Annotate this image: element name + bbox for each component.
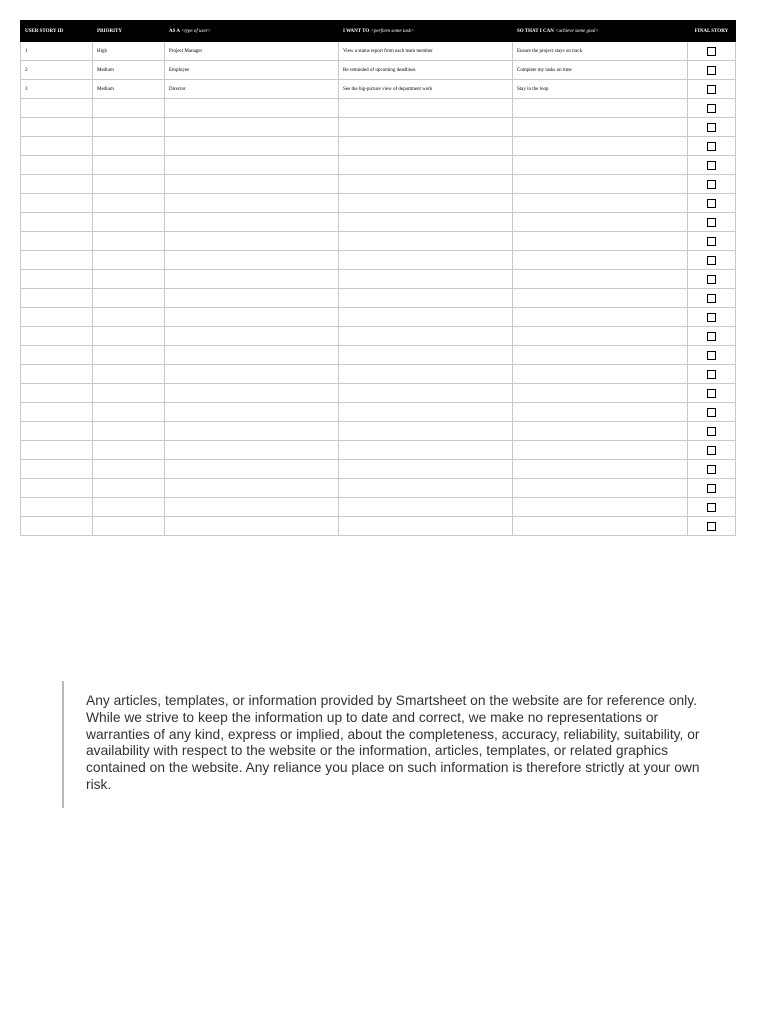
cell-so-that-i-can[interactable] xyxy=(513,99,688,118)
cell-final-story xyxy=(688,251,736,270)
cell-user-story-id[interactable] xyxy=(21,346,93,365)
cell-user-story-id[interactable]: 2 xyxy=(21,61,93,80)
final-story-checkbox[interactable] xyxy=(707,85,716,94)
final-story-checkbox[interactable] xyxy=(707,503,716,512)
table-row xyxy=(21,289,736,308)
cell-so-that-i-can[interactable] xyxy=(513,403,688,422)
cell-final-story xyxy=(688,327,736,346)
table-row xyxy=(21,365,736,384)
table-row xyxy=(21,42,736,61)
cell-final-story xyxy=(688,308,736,327)
cell-final-story xyxy=(688,213,736,232)
final-story-checkbox[interactable] xyxy=(707,446,716,455)
cell-final-story xyxy=(688,479,736,498)
table-row xyxy=(21,479,736,498)
cell-so-that-i-can[interactable] xyxy=(513,517,688,536)
cell-so-that-i-can[interactable] xyxy=(513,156,688,175)
cell-user-story-id[interactable] xyxy=(21,232,93,251)
final-story-checkbox[interactable] xyxy=(707,104,716,113)
table-row xyxy=(21,308,736,327)
final-story-checkbox[interactable] xyxy=(707,427,716,436)
header-i-want-to: I WANT TO <perform some task> xyxy=(339,21,513,42)
table-row xyxy=(21,384,736,403)
cell-priority[interactable] xyxy=(93,118,165,137)
cell-priority[interactable] xyxy=(93,327,165,346)
cell-final-story xyxy=(688,118,736,137)
cell-final-story xyxy=(688,137,736,156)
cell-as-a[interactable] xyxy=(165,365,339,384)
cell-priority[interactable] xyxy=(93,422,165,441)
cell-i-want-to[interactable] xyxy=(339,251,513,270)
cell-so-that-i-can[interactable] xyxy=(513,346,688,365)
cell-so-that-i-can[interactable]: Ensure the project stays on track xyxy=(513,42,688,61)
final-story-checkbox[interactable] xyxy=(707,66,716,75)
final-story-checkbox[interactable] xyxy=(707,389,716,398)
cell-priority[interactable] xyxy=(93,270,165,289)
final-story-checkbox[interactable] xyxy=(707,294,716,303)
final-story-checkbox[interactable] xyxy=(707,332,716,341)
cell-final-story xyxy=(688,42,736,61)
cell-user-story-id[interactable] xyxy=(21,156,93,175)
table-row xyxy=(21,327,736,346)
header-final-story: FINAL STORY xyxy=(688,21,736,42)
cell-user-story-id[interactable] xyxy=(21,479,93,498)
final-story-checkbox[interactable] xyxy=(707,142,716,151)
cell-priority[interactable] xyxy=(93,156,165,175)
cell-so-that-i-can[interactable] xyxy=(513,232,688,251)
cell-so-that-i-can[interactable] xyxy=(513,498,688,517)
cell-i-want-to[interactable] xyxy=(339,99,513,118)
cell-priority[interactable] xyxy=(93,365,165,384)
table-row xyxy=(21,137,736,156)
cell-so-that-i-can[interactable] xyxy=(513,365,688,384)
final-story-checkbox[interactable] xyxy=(707,408,716,417)
header-user-story-id: USER STORY ID xyxy=(21,21,93,42)
final-story-checkbox[interactable] xyxy=(707,180,716,189)
cell-priority[interactable]: Medium xyxy=(93,80,165,99)
cell-i-want-to[interactable] xyxy=(339,460,513,479)
cell-i-want-to[interactable] xyxy=(339,194,513,213)
cell-priority[interactable] xyxy=(93,479,165,498)
cell-priority[interactable] xyxy=(93,232,165,251)
table-row xyxy=(21,156,736,175)
cell-so-that-i-can[interactable] xyxy=(513,137,688,156)
cell-as-a[interactable] xyxy=(165,327,339,346)
cell-so-that-i-can[interactable] xyxy=(513,251,688,270)
cell-as-a[interactable] xyxy=(165,156,339,175)
table-row xyxy=(21,61,736,80)
cell-as-a[interactable] xyxy=(165,441,339,460)
cell-final-story xyxy=(688,289,736,308)
cell-as-a[interactable] xyxy=(165,194,339,213)
cell-i-want-to[interactable] xyxy=(339,232,513,251)
final-story-checkbox[interactable] xyxy=(707,237,716,246)
final-story-checkbox[interactable] xyxy=(707,123,716,132)
table-body xyxy=(21,42,736,536)
cell-i-want-to[interactable]: View a status report from each team member xyxy=(339,42,513,61)
cell-user-story-id[interactable]: 1 xyxy=(21,42,93,61)
cell-priority[interactable] xyxy=(93,137,165,156)
final-story-checkbox[interactable] xyxy=(707,465,716,474)
cell-priority[interactable] xyxy=(93,346,165,365)
cell-final-story xyxy=(688,441,736,460)
cell-final-story xyxy=(688,498,736,517)
cell-so-that-i-can[interactable] xyxy=(513,422,688,441)
cell-priority[interactable] xyxy=(93,289,165,308)
table-row xyxy=(21,441,736,460)
cell-i-want-to[interactable] xyxy=(339,327,513,346)
table-row xyxy=(21,422,736,441)
cell-user-story-id[interactable] xyxy=(21,99,93,118)
cell-final-story xyxy=(688,517,736,536)
cell-as-a[interactable]: Director xyxy=(165,80,339,99)
cell-i-want-to[interactable] xyxy=(339,175,513,194)
final-story-checkbox[interactable] xyxy=(707,218,716,227)
cell-user-story-id[interactable] xyxy=(21,498,93,517)
cell-priority[interactable] xyxy=(93,213,165,232)
cell-so-that-i-can[interactable] xyxy=(513,460,688,479)
table-row xyxy=(21,517,736,536)
cell-priority[interactable]: Medium xyxy=(93,61,165,80)
cell-so-that-i-can[interactable] xyxy=(513,327,688,346)
final-story-checkbox[interactable] xyxy=(707,47,716,56)
final-story-checkbox[interactable] xyxy=(707,484,716,493)
cell-as-a[interactable] xyxy=(165,346,339,365)
cell-priority[interactable]: High xyxy=(93,42,165,61)
cell-as-a[interactable] xyxy=(165,232,339,251)
table-row xyxy=(21,403,736,422)
cell-final-story xyxy=(688,384,736,403)
cell-i-want-to[interactable] xyxy=(339,137,513,156)
table-row xyxy=(21,213,736,232)
cell-i-want-to[interactable] xyxy=(339,384,513,403)
cell-user-story-id[interactable] xyxy=(21,270,93,289)
cell-so-that-i-can[interactable] xyxy=(513,213,688,232)
cell-priority[interactable] xyxy=(93,175,165,194)
cell-final-story xyxy=(688,422,736,441)
table-row xyxy=(21,232,736,251)
final-story-checkbox[interactable] xyxy=(707,370,716,379)
cell-as-a[interactable] xyxy=(165,498,339,517)
cell-priority[interactable] xyxy=(93,99,165,118)
cell-as-a[interactable] xyxy=(165,517,339,536)
cell-final-story xyxy=(688,346,736,365)
cell-priority[interactable] xyxy=(93,384,165,403)
cell-user-story-id[interactable] xyxy=(21,251,93,270)
cell-as-a[interactable] xyxy=(165,479,339,498)
header-as-a: AS A <type of user> xyxy=(165,21,339,42)
cell-final-story xyxy=(688,80,736,99)
final-story-checkbox[interactable] xyxy=(707,351,716,360)
cell-so-that-i-can[interactable] xyxy=(513,270,688,289)
cell-so-that-i-can[interactable] xyxy=(513,118,688,137)
cell-as-a[interactable] xyxy=(165,99,339,118)
cell-final-story xyxy=(688,156,736,175)
cell-user-story-id[interactable] xyxy=(21,289,93,308)
cell-as-a[interactable]: Project Manager xyxy=(165,42,339,61)
cell-i-want-to[interactable] xyxy=(339,517,513,536)
cell-as-a[interactable] xyxy=(165,289,339,308)
cell-as-a[interactable] xyxy=(165,403,339,422)
cell-so-that-i-can[interactable] xyxy=(513,441,688,460)
cell-i-want-to[interactable]: Be reminded of upcoming deadlines xyxy=(339,61,513,80)
header-priority: PRIORITY xyxy=(93,21,165,42)
cell-as-a[interactable] xyxy=(165,384,339,403)
final-story-checkbox[interactable] xyxy=(707,199,716,208)
cell-user-story-id[interactable] xyxy=(21,175,93,194)
table-row xyxy=(21,460,736,479)
cell-user-story-id[interactable] xyxy=(21,365,93,384)
table-row xyxy=(21,118,736,137)
cell-so-that-i-can[interactable] xyxy=(513,194,688,213)
cell-user-story-id[interactable] xyxy=(21,403,93,422)
cell-user-story-id[interactable] xyxy=(21,460,93,479)
cell-final-story xyxy=(688,61,736,80)
cell-user-story-id[interactable] xyxy=(21,327,93,346)
final-story-checkbox[interactable] xyxy=(707,313,716,322)
cell-final-story xyxy=(688,175,736,194)
table-row xyxy=(21,175,736,194)
header-so-that-i-can: SO THAT I CAN <achieve some goal> xyxy=(513,21,688,42)
cell-user-story-id[interactable] xyxy=(21,441,93,460)
table-row xyxy=(21,194,736,213)
cell-priority[interactable] xyxy=(93,460,165,479)
cell-as-a[interactable] xyxy=(165,213,339,232)
cell-i-want-to[interactable] xyxy=(339,479,513,498)
disclaimer-text: Any articles, templates, or information provided by Smartsheet on the website are for reference only. While we strive to keep the information up to date and correct, we make no representations or warranties of any kind, express or implied, about the completeness, accuracy, reliability, suitability, or availability with respect to the website or the information, articles, templates, or related graphics contained on the website. Any reliance you place on such information is therefore strictly at your own risk. xyxy=(86,693,700,792)
cell-final-story xyxy=(688,460,736,479)
cell-so-that-i-can[interactable] xyxy=(513,289,688,308)
cell-user-story-id[interactable] xyxy=(21,384,93,403)
cell-so-that-i-can[interactable]: Complete my tasks on time xyxy=(513,61,688,80)
cell-as-a[interactable] xyxy=(165,251,339,270)
cell-priority[interactable] xyxy=(93,251,165,270)
cell-i-want-to[interactable] xyxy=(339,156,513,175)
cell-i-want-to[interactable] xyxy=(339,498,513,517)
table-row xyxy=(21,498,736,517)
cell-i-want-to[interactable] xyxy=(339,422,513,441)
cell-i-want-to[interactable] xyxy=(339,289,513,308)
table-row xyxy=(21,80,736,99)
cell-i-want-to[interactable] xyxy=(339,365,513,384)
cell-i-want-to[interactable]: See the big-picture view of department work xyxy=(339,80,513,99)
user-story-table xyxy=(20,20,736,536)
table-header-row xyxy=(21,21,736,42)
cell-so-that-i-can[interactable] xyxy=(513,479,688,498)
cell-as-a[interactable] xyxy=(165,118,339,137)
table-row xyxy=(21,346,736,365)
cell-priority[interactable] xyxy=(93,308,165,327)
cell-priority[interactable] xyxy=(93,441,165,460)
cell-final-story xyxy=(688,194,736,213)
cell-user-story-id[interactable]: 3 xyxy=(21,80,93,99)
cell-priority[interactable] xyxy=(93,498,165,517)
cell-priority[interactable] xyxy=(93,194,165,213)
cell-so-that-i-can[interactable] xyxy=(513,308,688,327)
cell-i-want-to[interactable] xyxy=(339,118,513,137)
cell-as-a[interactable] xyxy=(165,460,339,479)
cell-user-story-id[interactable] xyxy=(21,517,93,536)
cell-as-a[interactable] xyxy=(165,308,339,327)
table-row xyxy=(21,270,736,289)
cell-final-story xyxy=(688,99,736,118)
cell-final-story xyxy=(688,270,736,289)
cell-user-story-id[interactable] xyxy=(21,194,93,213)
cell-so-that-i-can[interactable] xyxy=(513,384,688,403)
final-story-checkbox[interactable] xyxy=(707,161,716,170)
cell-as-a[interactable] xyxy=(165,270,339,289)
final-story-checkbox[interactable] xyxy=(707,275,716,284)
cell-final-story xyxy=(688,232,736,251)
cell-user-story-id[interactable] xyxy=(21,213,93,232)
cell-final-story xyxy=(688,365,736,384)
cell-priority[interactable] xyxy=(93,517,165,536)
cell-so-that-i-can[interactable]: Stay in the loop xyxy=(513,80,688,99)
cell-i-want-to[interactable] xyxy=(339,441,513,460)
cell-user-story-id[interactable] xyxy=(21,308,93,327)
cell-i-want-to[interactable] xyxy=(339,270,513,289)
cell-user-story-id[interactable] xyxy=(21,422,93,441)
cell-user-story-id[interactable] xyxy=(21,118,93,137)
cell-final-story xyxy=(688,403,736,422)
table-row xyxy=(21,99,736,118)
cell-i-want-to[interactable] xyxy=(339,346,513,365)
table-row xyxy=(21,251,736,270)
cell-as-a[interactable] xyxy=(165,175,339,194)
cell-i-want-to[interactable] xyxy=(339,308,513,327)
final-story-checkbox[interactable] xyxy=(707,256,716,265)
cell-so-that-i-can[interactable] xyxy=(513,175,688,194)
cell-as-a[interactable] xyxy=(165,422,339,441)
cell-user-story-id[interactable] xyxy=(21,137,93,156)
final-story-checkbox[interactable] xyxy=(707,522,716,531)
cell-i-want-to[interactable] xyxy=(339,213,513,232)
cell-as-a[interactable]: Employee xyxy=(165,61,339,80)
cell-priority[interactable] xyxy=(93,403,165,422)
cell-i-want-to[interactable] xyxy=(339,403,513,422)
disclaimer-block xyxy=(62,681,722,808)
cell-as-a[interactable] xyxy=(165,137,339,156)
